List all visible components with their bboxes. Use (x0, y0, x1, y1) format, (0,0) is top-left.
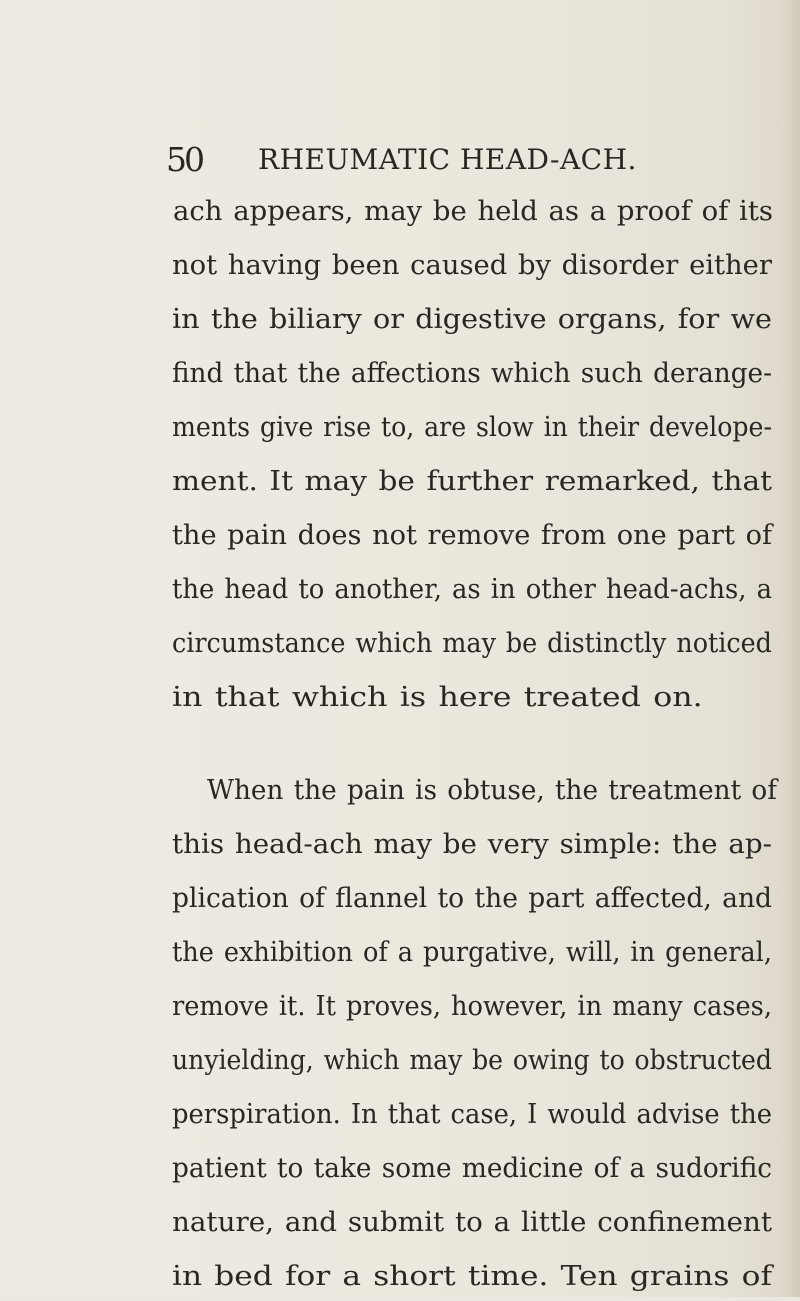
text-line: not having been caused by disorder either (172, 249, 772, 281)
text-line: find that the affections which such derange- (172, 357, 772, 389)
page-number: 50 (166, 140, 202, 179)
text-line: in that which is here treated on. (172, 681, 703, 713)
text-line: When the pain is obtuse, the treatment of (207, 774, 777, 806)
text-line: ach appears, may be held as a proof of its (173, 195, 774, 227)
text-line: circumstance which may be distinctly noticed (172, 627, 772, 659)
text-line: ments give rise to, are slow in their develope- (172, 411, 772, 443)
text-line: nature, and submit to a little confinement (172, 1206, 773, 1238)
text-line: patient to take some medicine of a sudorific (172, 1152, 772, 1184)
text-line: in the biliary or digestive organs, for we (172, 303, 772, 335)
text-line: the pain does not remove from one part of (172, 519, 773, 551)
text-line: unyielding, which may be owing to obstructed (172, 1044, 773, 1076)
running-head: RHEUMATIC HEAD-ACH. (258, 143, 637, 176)
text-line: remove it. It proves, however, in many cases, (172, 990, 772, 1022)
text-line: plication of flannel to the part affected, and (172, 882, 773, 914)
text-line: the head to another, as in other head-achs, a (172, 573, 773, 605)
text-line: perspiration. In that case, I would advise the (172, 1098, 772, 1130)
text-line: the exhibition of a purgative, will, in general, (172, 936, 772, 968)
text-line: in bed for a short time. Ten grains of (172, 1260, 773, 1292)
text-line: ment. It may be further remarked, that (172, 465, 772, 497)
text-line: this head-ach may be very simple: the ap- (172, 828, 772, 860)
